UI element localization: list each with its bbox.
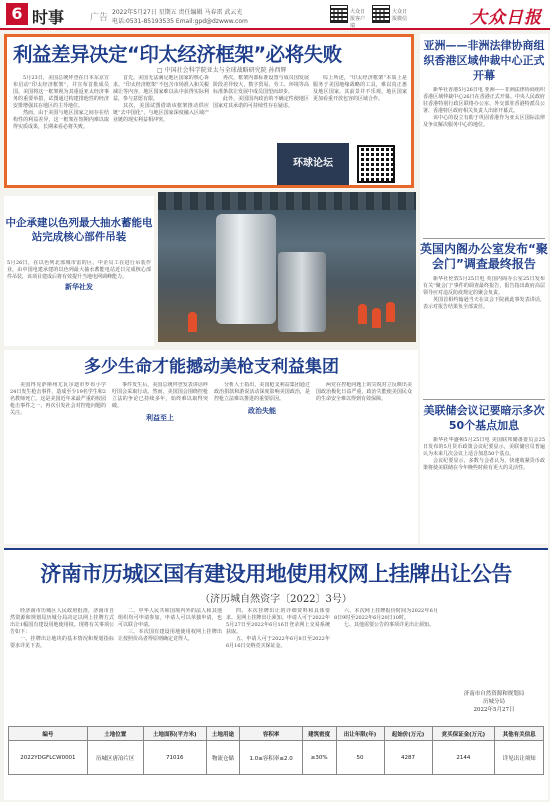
article-headline[interactable]: 多少生命才能撼动美枪支利益集团: [84, 357, 339, 377]
lead-column-3: 再次，框架内部标准设置与成员国发展阶段差异较大，数字贸易、劳工、环境等高标准条款让发展中成员国望而却步。 此外，美国国内政治的不确定性使地区国家对其承诺的可持续性存在疑虑。: [213, 75, 309, 109]
turbine-component: [216, 214, 276, 324]
table-header-cell: 竞买保证金(万元): [432, 727, 495, 741]
table-header-cell: 起始价(万元): [384, 727, 432, 741]
worker-figure: [386, 302, 395, 322]
article-column-1: 美国得克萨斯州尤瓦尔迪市罗布小学24日发生枪击事件，造成至少19名学生和2名教师死亡。这是美国近年来最严重的校园枪击事件之一，再次引发社会对控枪问题的关注。: [10, 382, 106, 416]
turbine-component: [278, 252, 326, 332]
land-auction-notice[interactable]: [4, 548, 548, 800]
news-item-uk-partygate[interactable]: [420, 242, 548, 396]
table-cell: 4287: [384, 741, 432, 775]
header-date-editors: 2022年5月27日 星期五 责任编辑 马春雷 武云光: [112, 9, 243, 16]
land-parcel-table: [8, 726, 544, 775]
notice-signature: 济南市自然资源和规划局 历城分局 2022年5月27日: [463, 691, 525, 713]
table-row: [9, 741, 544, 775]
news-headline[interactable]: 美联储会议记要暗示多次50个基点加息: [423, 404, 545, 432]
notice-headline[interactable]: 济南市历城区国有建设用地使用权网上挂牌出让公告: [40, 562, 512, 586]
table-cell: 详见出让须知: [495, 741, 544, 775]
section-name: 时事: [32, 8, 65, 27]
qr-code-icon[interactable]: [330, 5, 348, 23]
table-cell: 物流仓储: [206, 741, 240, 775]
notice-doc-number: （济历城自然资字〔2022〕3号）: [200, 594, 352, 605]
article-column-2: 事件发生后，美国总统拜登发表讲话呼吁国会采取行动。然而，美国国会围绕控枪立法的争论已持续多年，始终难以取得突破。 利益至上: [112, 382, 208, 422]
photo-story[interactable]: [4, 196, 154, 346]
table-header-row: [9, 727, 544, 741]
news-body: 新华社华盛顿5月25日电 美国联邦储备委员会25日发布的5月货币政策会议纪要显示，美联储官员普遍认为未来几次会议上适合加息50个基点。 会议纪要显示，多数与会者认为，快速收紧货币政策将使美联储在今年晚些时候有更大的灵活性。: [423, 437, 545, 471]
article-column-4: 两党在控枪问题上的尖锐对立反映出美国政治极化日益严重，政治失能使美国民众的生命安全难以得到有效保障。: [316, 382, 412, 402]
table-cell: 50: [336, 741, 384, 775]
notice-column-2: 二、中华人民共和国境内外的法人和其他组织均可申请参加，申请人可以单独申请，也可以联合申请。 三、本次国有建设用地使用权网上挂牌出让按照价高者得原则确定竞得人。: [118, 608, 222, 642]
table-cell: 2144: [432, 741, 495, 775]
news-headline[interactable]: 亚洲——非洲法律协商组织香港区域仲裁中心正式开幕: [423, 39, 545, 82]
table-header-cell: 土地位置: [87, 727, 143, 741]
page-number: 6: [6, 3, 28, 25]
lead-column-2: 首先，美国无法满足地区国家的核心诉求。“印太经济框架”不包含市场准入和关税减让等内容，地区国家难以从中获得实际利益，参与意愿有限。 其次，美国试图借助该框架推动供应链“去中国化”，与地区国家深度融入区域产业链的现实利益相冲突。: [113, 75, 209, 123]
table-header-cell: 其他有关信息: [495, 727, 544, 741]
qr-code-icon[interactable]: [357, 145, 395, 183]
subheading: 政治失能: [248, 407, 276, 415]
qr-caption: 大众日报客户端: [350, 9, 366, 29]
table-cell: 历城区唐冶片区: [87, 741, 143, 775]
photo-caption-text: 5月26日，在以色列北部城市雷的区，中企员工在进行吊装作业。由中国电建承建的以色列最大抽水蓄能电站近日完成核心部件吊装，该项目建成后将有效提升当地电网调峰能力。 新华社发: [7, 260, 151, 291]
lead-article[interactable]: [4, 34, 414, 188]
table-header-cell: 出让年限(年): [336, 727, 384, 741]
forum-badge: 环球论坛: [277, 143, 349, 185]
lead-headline[interactable]: 利益差异决定“印太经济框架”必将失败: [13, 43, 342, 66]
qr-code-icon[interactable]: [372, 5, 390, 23]
lead-column-4: 综上所述，“印太经济框架”本质上是服务于美国地缘战略的工具，难以真正惠及地区国家，其前景并不乐观。地区国家更加看重开放包容的区域合作。: [313, 75, 407, 102]
notice-column-1: 经济南市历城区人民政府批准，济南市自然资源和规划局历城分局决定以网上挂牌方式出让1幅国有建设用地使用权。现将有关事项公告如下： 一、挂牌出让地块的基本情况和规划指标要求详见下表。: [10, 608, 114, 649]
divider: [423, 399, 545, 400]
notice-column-3: 四、本次挂牌出让的详细资料和具体要求，见网上挂牌出让须知。申请人可于2022年5月27日至2022年6月16日登录网上交易系统获取。 五、申请人可于2022年6月8日至2022年6月16日交纳竞买保证金。: [226, 608, 330, 649]
worker-figure: [358, 304, 367, 324]
table-header-cell: 土地面积(平方米): [143, 727, 206, 741]
lead-byline: □ 中国社会科学院亚太与全球战略研究院 孙西辉: [157, 67, 287, 74]
news-item-fed-minutes[interactable]: [420, 403, 548, 544]
table-header-cell: 容积率: [240, 727, 302, 741]
news-body: 新华社香港5月26日电 亚洲——非洲法律协商组织香港区域仲裁中心26日在香港正式开幕。中央人民政府驻香港特别行政区联络办公室、外交部驻香港特派员公署、香港特区政府相关负责人出席开幕式。 该中心的设立有助于巩固香港作为亚太区国际法律及争议解决服务中心的地位。: [423, 87, 545, 128]
masthead-logo: 大众日报: [470, 8, 542, 28]
worker-figure: [188, 312, 197, 332]
table-cell: 71016: [143, 741, 206, 775]
news-item-hk-arbitration[interactable]: [420, 38, 548, 235]
page-header: [0, 0, 550, 30]
gun-control-article[interactable]: [4, 350, 418, 544]
photo-story-headline[interactable]: 中企承建以色列最大抽水蓄能电站完成核心部件吊装: [5, 217, 153, 243]
worker-figure: [372, 308, 381, 328]
table-cell: 1.0≤容积率≤2.0: [240, 741, 302, 775]
right-news-column: [420, 34, 548, 544]
header-contact: 电话:0531-85193535 Email:gpd@dzwww.com: [112, 18, 248, 25]
news-photo[interactable]: [158, 192, 416, 342]
news-headline[interactable]: 英国内阁办公室发布“聚会门”调查最终报告: [420, 242, 548, 271]
article-column-3: 分析人士指出，美国枪支利益集团通过政治捐款和游说活动深度影响美国政治，是控枪立法难以推进的重要原因。 政治失能: [214, 382, 310, 415]
qr-caption: 大众日报微信: [392, 9, 408, 22]
divider: [423, 238, 545, 239]
crane-rail: [158, 192, 416, 210]
table-header-cell: 土地用途: [206, 727, 240, 741]
lead-column-1: 5月23日，美国总统拜登在日本东京宣布启动“印太经济框架”，并宣布首批成员国。美国将这一框架视为其重返亚太经济事务的重要举措，试图通过构建排他性的经济安排增强其在地区的主导地位。 然而，由于美国与地区国家之间存在结构性的利益差异，这一框架在短期内难以取得实质成果，长期来看必将失败。: [13, 75, 109, 130]
ad-tag: 广告: [90, 13, 109, 23]
table-header-cell: 建筑密度: [302, 727, 336, 741]
table-cell: 2022YDGFLCW0001: [9, 741, 88, 775]
notice-column-4: 六、本次网上挂牌报价时间为2022年6月8日9时至2022年6月20日10时。 七、其他需要公告的事项详见出让须知。: [334, 608, 438, 628]
news-body: 新华社伦敦5月25日电 英国内阁办公室25日发布有关“聚会门”事件的调查最终报告，报告指出政府高层领导应对违反防疫规定的聚会负责。 英国首相约翰逊当天在议会下院就此事发表讲话，表示对报告结果负全部责任。: [423, 276, 545, 310]
table-header-cell: 编号: [9, 727, 88, 741]
subheading: 利益至上: [146, 414, 174, 422]
table-cell: ≥30%: [302, 741, 336, 775]
